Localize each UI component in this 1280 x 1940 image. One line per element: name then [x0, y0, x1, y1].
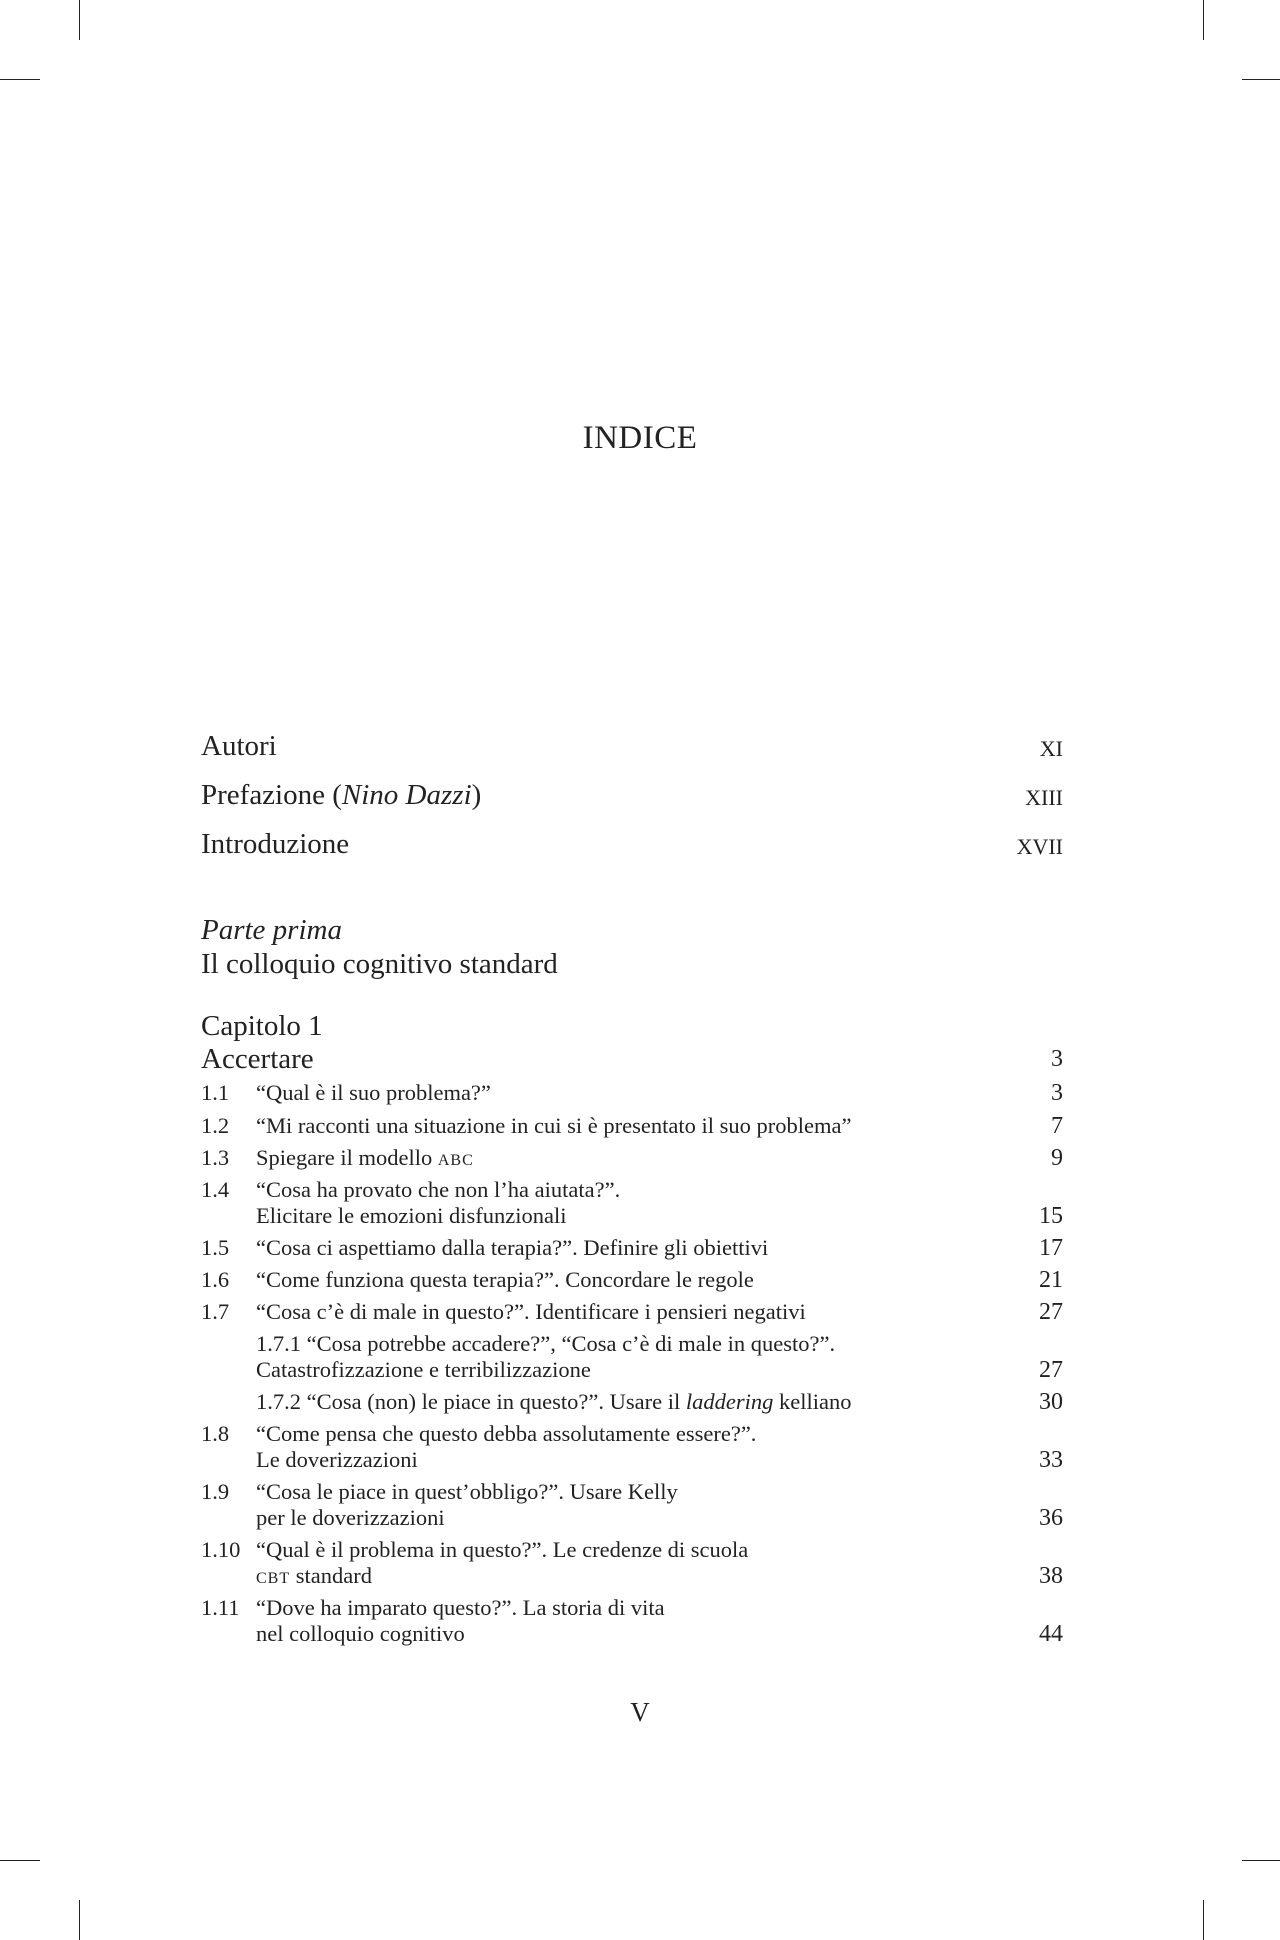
- toc-entry-page: 33: [1039, 1447, 1063, 1473]
- toc-entry-label: Autori: [201, 730, 277, 762]
- toc-entry-page: 9: [1051, 1145, 1063, 1171]
- toc-entry-page: 36: [1039, 1505, 1063, 1531]
- crop-mark: [1203, 0, 1204, 40]
- page-title: INDICE: [582, 420, 698, 456]
- crop-mark: [1242, 79, 1280, 80]
- toc-entry-label: Prefazione (Nino Dazzi): [201, 779, 482, 811]
- abbreviation: CBT: [256, 1570, 291, 1587]
- crop-mark: [79, 0, 80, 40]
- toc-entry-page: 30: [1039, 1389, 1063, 1415]
- toc-entry-label: Introduzione: [201, 828, 350, 860]
- crop-mark: [1242, 1860, 1280, 1861]
- toc-entry-page: 27: [1039, 1357, 1063, 1383]
- chapter-label: Capitolo 1: [201, 1010, 323, 1042]
- toc-entry-page: 15: [1039, 1203, 1063, 1229]
- toc-entry-page: 44: [1039, 1621, 1063, 1647]
- toc-entry-page: 17: [1039, 1235, 1063, 1261]
- author-name: Nino Dazzi: [341, 779, 472, 811]
- toc-entry-page: 3: [1051, 1080, 1063, 1106]
- part-title: Il colloquio cognitivo standard: [201, 948, 558, 980]
- abbreviation: ABC: [437, 1152, 474, 1169]
- crop-mark: [0, 79, 40, 80]
- toc-entry-page: 7: [1051, 1113, 1063, 1139]
- toc-entry-page: 21: [1039, 1267, 1063, 1293]
- toc-entry-page: XIII: [1025, 785, 1063, 810]
- crop-mark: [79, 1900, 80, 1940]
- toc-entry-page: 27: [1039, 1299, 1063, 1325]
- page-number: V: [630, 1697, 650, 1727]
- toc-entry-page: 3: [1051, 1046, 1063, 1072]
- part-name: Parte prima: [201, 914, 342, 946]
- chapter-title: Accertare: [201, 1043, 314, 1075]
- crop-mark: [0, 1860, 40, 1861]
- toc-entry-page: 38: [1039, 1563, 1063, 1589]
- toc-entry-page: XI: [1039, 736, 1063, 761]
- crop-mark: [1203, 1900, 1204, 1940]
- toc-entry-page: XVII: [1016, 834, 1063, 859]
